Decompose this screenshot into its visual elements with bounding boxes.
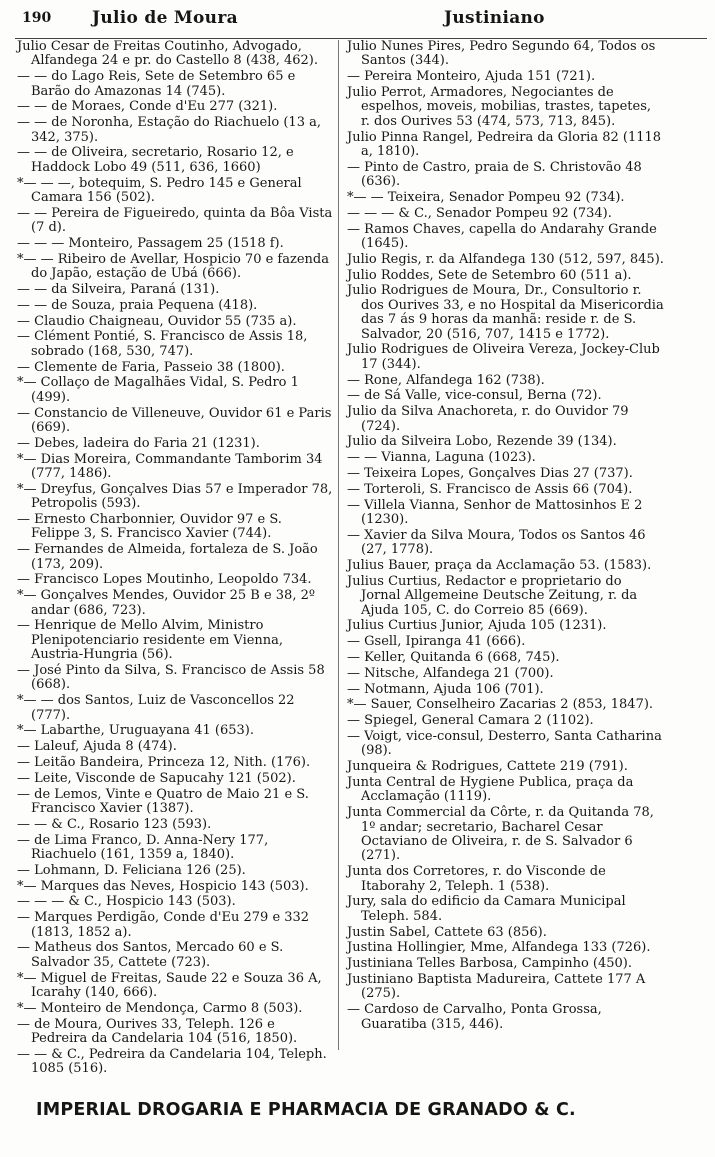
directory-entry: Julio da Silva Anachoreta, r. do Ouvidor 79 (724). [347,404,629,434]
directory-entry: Junta Commercial da Côrte, r. da Quitanda 78, 1º andar; secretario, Bacharel Cesar Octaviano de Oliveira, r. de S. Salvador 6 (271). [347,805,654,864]
directory-entry: — Rone, Alfandega 162 (738). [347,372,545,388]
directory-entry: *— Marques das Neves, Hospicio 143 (503). [17,878,309,894]
directory-entry: — José Pinto da Silva, S. Francisco de Assis 58 (668). [17,663,325,693]
directory-entry: *— Dreyfus, Gonçalves Dias 57 e Imperador 78, Petropolis (593). [17,481,333,512]
directory-entry: Julio Regis, r. da Alfandega 130 (512, 597, 845). [347,251,664,267]
directory-entry: — Nitsche, Alfandega 21 (700). [347,665,554,681]
directory-entry: Junta Central de Hygiene Publica, praça da Acclamação (1119). [347,775,634,805]
directory-entry: Justiniano Baptista Madureira, Cattete 177 A (275). [347,972,646,1002]
column-divider [338,40,339,1050]
directory-entry: Justina Hollingier, Mme, Alfandega 133 (726). [347,940,651,956]
directory-entry: *— Miguel de Freitas, Saude 22 e Souza 36 A, Icarahy (140, 666). [17,970,322,1001]
directory-entry: — Spiegel, General Camara 2 (1102). [347,713,594,729]
directory-entry: *— Gonçalves Mendes, Ouvidor 25 B e 38, 2º andar (686, 723). [17,588,315,618]
directory-entry: — Ramos Chaves, capella do Andarahy Grande (1645). [347,221,657,252]
directory-entry: — Xavier da Silva Moura, Todos os Santos 46 (27, 1778). [347,527,646,558]
directory-entry: — — do Lago Reis, Sete de Setembro 65 e Barão do Amazonas 14 (745). [17,69,296,99]
directory-entry: — — de Moraes, Conde d'Eu 277 (321). [17,99,278,115]
directory-entry: Julio da Silveira Lobo, Rezende 39 (134). [347,434,617,450]
directory-entry: Junqueira & Rodrigues, Cattete 219 (791). [347,759,628,775]
directory-entry: Julio Cesar de Freitas Coutinho, Advogado, Alfandega 24 e pr. do Castello 8 (438, 462). [17,39,318,69]
directory-entry: — Clemente de Faria, Passeio 38 (1800). [17,359,285,375]
directory-entry: — Gsell, Ipiranga 41 (666). [347,634,526,650]
running-head-left: Julio de Moura [92,8,238,28]
directory-entry: — de Sá Valle, vice-consul, Berna (72). [347,388,602,404]
directory-entry: — Notmann, Ajuda 106 (701). [347,681,544,697]
directory-entry: — Clément Pontié, S. Francisco de Assis 18, sobrado (168, 530, 747). [17,329,308,359]
directory-entry: — Ernesto Charbonnier, Ouvidor 97 e S. Felippe 3, S. Francisco Xavier (744). [17,512,282,542]
directory-entry: — Claudio Chaigneau, Ouvidor 55 (735 a). [17,313,297,329]
directory-entry: — — da Silveira, Paraná (131). [17,282,220,298]
directory-entry: *— Sauer, Conselheiro Zacarias 2 (853, 1847). [347,697,654,713]
directory-entry: Julius Curtius Junior, Ajuda 105 (1231). [347,618,607,634]
directory-entry: — Lohmann, D. Feliciana 126 (25). [17,862,246,878]
directory-entry: — Pereira Monteiro, Ajuda 151 (721). [347,69,596,85]
directory-entry: — — Vianna, Laguna (1023). [347,450,536,466]
left-column [17,39,334,1077]
page-number: 190 [22,10,52,26]
directory-entry: Julio Pinna Rangel, Pedreira da Gloria 82 (1118 a, 1810). [347,129,662,160]
directory-entry: *— — dos Santos, Luiz de Vasconcellos 22 (777). [17,693,295,723]
directory-entry: — de Moura, Ourives 33, Teleph. 126 e Pedreira da Candelaria 104 (516, 1850). [17,1016,298,1047]
directory-entry: — Torteroli, S. Francisco de Assis 66 (704). [347,481,633,497]
directory-entry: Justin Sabel, Cattete 63 (856). [347,924,547,940]
directory-entry: Julius Bauer, praça da Acclamação 53. (1583). [347,558,652,574]
directory-entry: — de Lemos, Vinte e Quatro de Maio 21 e S. Francisco Xavier (1387). [17,786,309,817]
directory-entry: Justiniana Telles Barbosa, Campinho (450). [347,956,632,972]
directory-entry: — Keller, Quitanda 6 (668, 745). [347,650,560,666]
directory-entry: — Voigt, vice-consul, Desterro, Santa Catharina (98). [347,729,662,759]
directory-entry: — — de Noronha, Estação do Riachuelo (13 a, 342, 375). [17,115,321,145]
directory-entry: Julio Rodrigues de Oliveira Vereza, Jockey-Club 17 (344). [347,342,660,372]
directory-entry: *— Collaço de Magalhães Vidal, S. Pedro 1 (499). [17,375,299,405]
directory-entry: — Cardoso de Carvalho, Ponta Grossa, Guaratiba (315, 446). [347,1002,602,1032]
directory-entry: Julius Curtius, Redactor e proprietario do Jornal Allgemeine Deutsche Zeitung, r. da Ajuda 105, C. do Correio 85 (669). [347,573,638,618]
directory-entry: *— Dias Moreira, Commandante Tamborim 34 (777, 1486). [17,451,323,482]
directory-entry: — — — & C., Hospicio 143 (503). [17,894,236,910]
directory-entry: — — de Oliveira, secretario, Rosario 12, e Haddock Lobo 49 (511, 636, 1660) [17,145,294,175]
directory-entry: *— Monteiro de Mendonça, Carmo 8 (503). [17,1000,303,1016]
directory-entry: — — & C., Pedreira da Candelaria 104, Teleph. 1085 (516). [17,1046,327,1077]
directory-entry: *— Labarthe, Uruguayana 41 (653). [17,723,254,739]
directory-entry: — Debes, ladeira do Faria 21 (1231). [17,435,260,451]
directory-entry: Junta dos Corretores, r. do Visconde de Itaborahy 2, Teleph. 1 (538). [347,864,606,894]
directory-entry: — — de Souza, praia Pequena (418). [17,297,258,313]
directory-entry: Julio Nunes Pires, Pedro Segundo 64, Todos os Santos (344). [347,39,656,69]
directory-entry: — — — & C., Senador Pompeu 92 (734). [347,205,612,221]
directory-entry: *— — Teixeira, Senador Pompeu 92 (734). [347,190,625,206]
directory-entry: — — & C., Rosario 123 (593). [17,816,212,832]
directory-entry: *— — —, botequim, S. Pedro 145 e General Camara 156 (502). [17,175,302,206]
directory-entry: — Laleuf, Ajuda 8 (474). [17,739,177,755]
running-head-right: Justiniano [444,8,545,28]
page-header [0,8,715,32]
directory-entry: — Teixeira Lopes, Gonçalves Dias 27 (737). [347,466,633,482]
directory-entry: — de Lima Franco, D. Anna-Nery 177, Riachuelo (161, 1359 a, 1840). [17,832,269,863]
directory-entry: — — Pereira de Figueiredo, quinta da Bôa Vista (7 d). [17,205,333,236]
right-column [347,40,664,1060]
directory-entry: — — — Monteiro, Passagem 25 (1518 f). [17,236,284,252]
footer-advertisement: IMPERIAL DROGARIA E PHARMACIA DE GRANADO & C. [36,1100,576,1120]
directory-entry: Jury, sala do edificio da Camara Municipal Teleph. 584. [347,894,626,924]
directory-entry: *— — Ribeiro de Avellar, Hospicio 70 e fazenda do Japão, estação de Ubá (666). [17,251,329,282]
directory-entry: Julio Roddes, Sete de Setembro 60 (511 a). [347,267,632,283]
directory-entry: — Constancio de Villeneuve, Ouvidor 61 e Paris (669). [17,405,332,436]
directory-entry: — Marques Perdigão, Conde d'Eu 279 e 332 (1813, 1852 a). [17,910,310,940]
directory-entry: — Leite, Visconde de Sapucahy 121 (502). [17,770,296,786]
directory-entry: — Pinto de Castro, praia de S. Christovão 48 (636). [347,159,642,190]
directory-entry: — Francisco Lopes Moutinho, Leopoldo 734. [17,572,312,588]
directory-entry: — Villela Vianna, Senhor de Mattosinhos E 2 (1230). [347,497,643,528]
directory-entry: — Fernandes de Almeida, fortaleza de S. João (173, 209). [17,542,318,572]
directory-entry: — Matheus dos Santos, Mercado 60 e S. Salvador 35, Cattete (723). [17,940,284,970]
directory-entry: Julio Perrot, Armadores, Negociantes de espelhos, moveis, mobilias, trastes, tapetes, r. dos Ourives 53 (474, 573, 713, 845). [347,85,652,129]
directory-entry: — Henrique de Mello Alvim, Ministro Plenipotenciario residente em Vienna, Austria-Hungria (56). [17,618,284,663]
directory-entry: — Leitão Bandeira, Princeza 12, Nith. (176). [17,755,311,771]
directory-entry: Julio Rodrigues de Moura, Dr., Consultorio r. dos Ourives 33, e no Hospital da Misericordia das 7 ás 9 horas da manhã: reside r. de S. Salvador, 20 (516, 707, 1415 e 1772). [347,283,664,342]
